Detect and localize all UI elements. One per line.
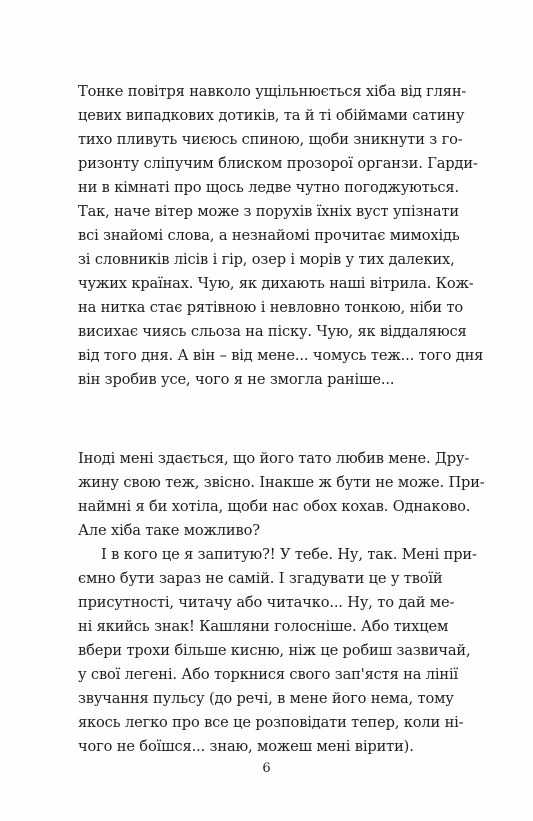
page-number: 6 [262, 761, 271, 776]
text-line: Тонке повітря навколо ущільнюється хіба від глян- [78, 83, 467, 100]
text-line: вбери трохи більше кисню, ніж це робиш зазвичай, [78, 642, 471, 659]
text-line: ни в кімнаті про щось ледве чутно погоджуються. [78, 179, 459, 196]
text-line: від того дня. А він – від мене... чомусь теж... того дня [78, 347, 484, 364]
text-line: висихає чиясь сльоза на піску. Чую, як віддаляюся [78, 323, 467, 340]
text-line: ні якийсь знак! Кашляни голосніше. Або тихцем [78, 618, 449, 635]
text-line: у свої легені. Або торкнися свого зап'ястя на лінії [78, 666, 458, 683]
text-line: звучання пульсу (до речі, в мене його нема, тому [78, 690, 454, 707]
text-line: Так, наче вітер може з порухів їхніх вуст упізнати [78, 203, 459, 220]
text-line: присутності, читачу або читачко... Ну, то дай ме- [78, 594, 455, 611]
text-line: він зробив усе, чого я не змогла раніше... [78, 371, 395, 388]
text-line: жину свою теж, звісно. Інакше ж бути не може. При- [78, 474, 485, 491]
text-line: чужих країнах. Чую, як дихають наші вітрила. Кож- [78, 275, 474, 292]
text-line: наймні я би хотіла, щоби нас обох кохав. Однаково. [78, 498, 471, 515]
text-line: ризонту сліпучим блиском прозорої органзи. Гарди- [78, 155, 478, 172]
text-line: всі знайомі слова, а незнайомі прочитає мимохідь [78, 227, 460, 244]
text-line: чого не боїшся... знаю, можеш мені вірити). [78, 738, 414, 755]
text-line: зі словників лісів і гір, озер і морів у тих далеких, [78, 251, 455, 268]
text-line: ємно бути зараз не самій. І згадувати це у твоїй [78, 570, 443, 587]
text-line: на нитка стає рятівною і невловно тонкою, ніби то [78, 299, 464, 316]
text-line: якось легко про все це розповідати тепер, коли ні- [78, 714, 464, 731]
text-line: Іноді мені здається, що його тато любив мене. Дру- [78, 450, 470, 467]
text-line: І в кого це я запитую?! У тебе. Ну, так. Мені при- [101, 546, 477, 563]
text-line: Але хіба таке можливо? [78, 522, 260, 539]
text-line: цевих випадкових дотиків, та й ті обіймами сатину [78, 107, 465, 124]
text-line: тихо пливуть чиєюсь спиною, щоби зникнути з го- [78, 131, 463, 148]
